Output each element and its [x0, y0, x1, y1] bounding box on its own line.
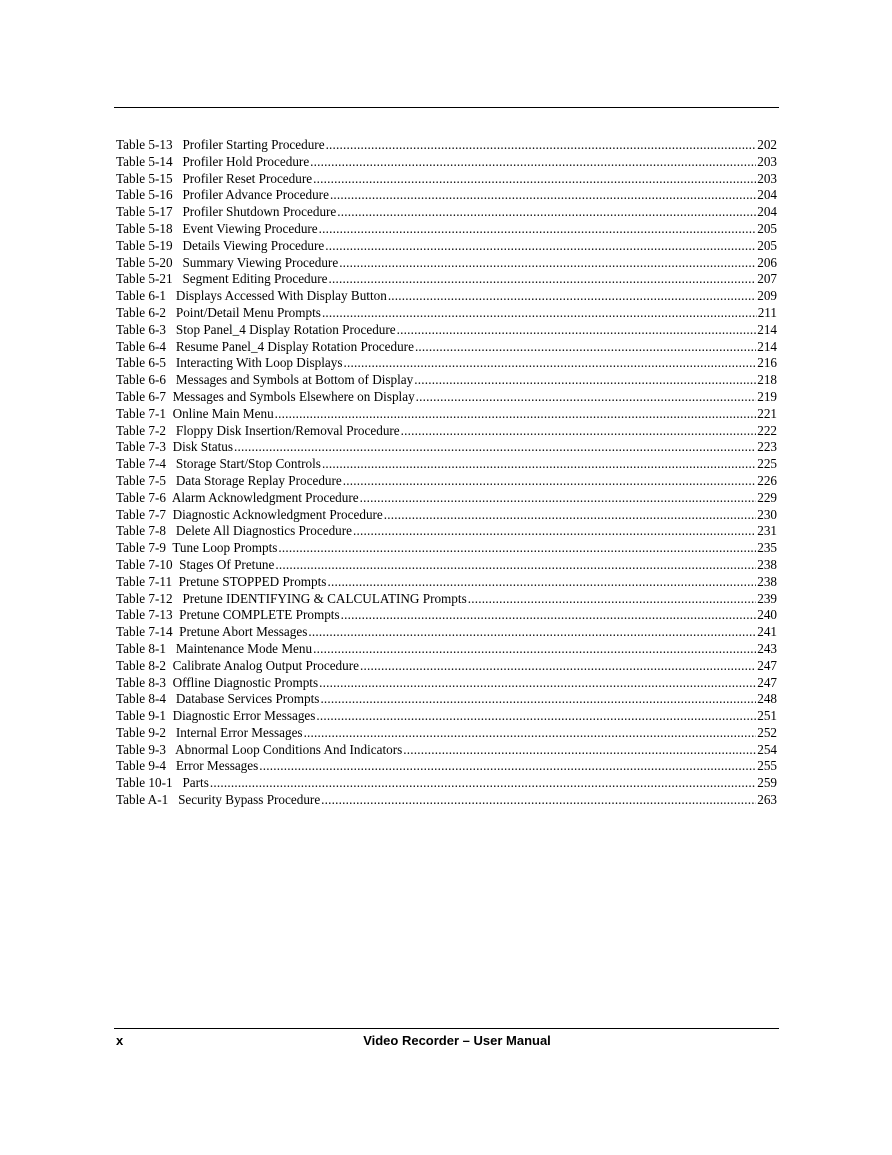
- toc-dot-leader: [360, 658, 756, 675]
- toc-entry[interactable]: [116, 607, 777, 624]
- toc-entry[interactable]: [116, 624, 777, 641]
- toc-entry-page-number: 247: [757, 674, 777, 690]
- toc-dot-leader: [384, 507, 756, 524]
- toc-entry[interactable]: [116, 557, 777, 574]
- toc-entry[interactable]: [116, 154, 777, 171]
- toc-entry-label: Table 5-13 Profiler Starting Procedure: [116, 137, 325, 152]
- toc-dot-leader: [320, 691, 756, 708]
- toc-dot-leader: [415, 339, 756, 356]
- toc-entry-page-number: 222: [757, 422, 777, 438]
- toc-dot-leader: [319, 675, 756, 692]
- toc-entry-label: Table 5-15 Profiler Reset Procedure: [116, 170, 313, 186]
- toc-entry-page-number: 219: [757, 388, 777, 404]
- toc-entry-page-number: 218: [757, 372, 777, 388]
- toc-entry-page-number: 239: [757, 590, 777, 606]
- toc-dot-leader: [308, 624, 756, 641]
- toc-dot-leader: [414, 372, 756, 389]
- toc-entry-page-number: 225: [757, 456, 777, 472]
- toc-entry-label: Table 7-6 Alarm Acknowledgment Procedure: [116, 489, 359, 505]
- toc-entry-page-number: 226: [757, 472, 777, 488]
- toc-entry-label: Table 9-3 Abnormal Loop Conditions And Indicators: [116, 741, 403, 757]
- toc-entry-label: Table 7-9 Tune Loop Prompts: [116, 540, 278, 556]
- toc-entry[interactable]: [116, 204, 777, 221]
- toc-entry[interactable]: [116, 473, 777, 490]
- toc-entry-page-number: 216: [757, 355, 777, 371]
- toc-entry-page-number: 259: [757, 775, 777, 791]
- toc-dot-leader: [278, 540, 756, 557]
- toc-entry-page-number: 203: [757, 170, 777, 186]
- toc-entry[interactable]: [116, 658, 777, 675]
- toc-entry-page-number: 214: [757, 338, 777, 354]
- toc-dot-leader: [337, 204, 756, 221]
- toc-entry-page-number: 202: [757, 137, 777, 152]
- toc-entry-label: Table 5-16 Profiler Advance Procedure: [116, 187, 329, 203]
- toc-entry[interactable]: [116, 775, 777, 792]
- toc-entry[interactable]: [116, 423, 777, 440]
- toc-entry-page-number: 223: [757, 439, 777, 455]
- toc-entry-label: Table 6-6 Messages and Symbols at Bottom of Display: [116, 372, 414, 388]
- toc-dot-leader: [330, 187, 756, 204]
- toc-entry-page-number: 231: [757, 523, 777, 539]
- toc-entry[interactable]: [116, 540, 777, 557]
- toc-dot-leader: [313, 171, 756, 188]
- toc-dot-leader: [275, 557, 756, 574]
- toc-entry-label: Table 7-3 Disk Status: [116, 439, 234, 455]
- toc-entry-label: Table 7-7 Diagnostic Acknowledgment Procedure: [116, 506, 383, 522]
- toc-entry-label: Table 9-1 Diagnostic Error Messages: [116, 708, 316, 724]
- toc-entry[interactable]: [116, 591, 777, 608]
- toc-entry-page-number: 205: [757, 237, 777, 253]
- footer-document-title: Video Recorder – User Manual: [363, 1033, 551, 1048]
- toc-dot-leader: [401, 423, 757, 440]
- toc-entry-label: Table 5-21 Segment Editing Procedure: [116, 271, 328, 287]
- toc-dot-leader: [403, 742, 756, 759]
- toc-entry-label: Table 8-2 Calibrate Analog Output Procedure: [116, 657, 359, 673]
- toc-entry-label: Table A-1 Security Bypass Procedure: [116, 792, 321, 808]
- toc-entry[interactable]: [116, 238, 777, 255]
- toc-entry[interactable]: [116, 641, 777, 658]
- toc-entry-label: Table 7-2 Floppy Disk Insertion/Removal Procedure: [116, 422, 400, 438]
- toc-entry-label: Table 7-1 Online Main Menu: [116, 405, 274, 421]
- toc-entry-page-number: 204: [757, 204, 777, 220]
- toc-entry-page-number: 209: [757, 288, 777, 304]
- toc-entry-label: Table 6-4 Resume Panel_4 Display Rotation Procedure: [116, 338, 414, 354]
- toc-entry-label: Table 8-1 Maintenance Mode Menu: [116, 640, 313, 656]
- toc-entry[interactable]: [116, 288, 777, 305]
- toc-entry-page-number: 205: [757, 220, 777, 236]
- toc-entry[interactable]: [116, 742, 777, 759]
- toc-dot-leader: [397, 322, 757, 339]
- toc-dot-leader: [388, 288, 756, 305]
- toc-entry-label: Table 6-5 Interacting With Loop Displays: [116, 355, 343, 371]
- toc-dot-leader: [275, 406, 757, 423]
- toc-entry-label: Table 5-17 Profiler Shutdown Procedure: [116, 204, 337, 220]
- toc-entry-page-number: 252: [757, 724, 777, 740]
- toc-entry-label: Table 8-3 Offline Diagnostic Prompts: [116, 674, 319, 690]
- toc-entry-label: Table 7-5 Data Storage Replay Procedure: [116, 472, 342, 488]
- toc-entry-page-number: 248: [757, 691, 777, 707]
- toc-dot-leader: [339, 255, 756, 272]
- toc-entry[interactable]: [116, 355, 777, 372]
- list-of-tables: [116, 137, 777, 809]
- toc-dot-leader: [360, 490, 757, 507]
- toc-entry[interactable]: [116, 187, 777, 204]
- toc-entry[interactable]: [116, 675, 777, 692]
- toc-entry-label: Table 7-4 Storage Start/Stop Controls: [116, 456, 321, 472]
- toc-dot-leader: [329, 271, 757, 288]
- toc-entry-page-number: 229: [757, 489, 777, 505]
- toc-entry[interactable]: [116, 523, 777, 540]
- toc-entry[interactable]: [116, 456, 777, 473]
- toc-entry[interactable]: [116, 708, 777, 725]
- toc-entry[interactable]: [116, 406, 777, 423]
- toc-entry-label: Table 5-20 Summary Viewing Procedure: [116, 254, 339, 270]
- toc-entry-label: Table 5-19 Details Viewing Procedure: [116, 237, 325, 253]
- toc-entry[interactable]: [116, 574, 777, 591]
- toc-entry[interactable]: [116, 691, 777, 708]
- toc-entry[interactable]: [116, 171, 777, 188]
- toc-entry-label: Table 7-14 Pretune Abort Messages: [116, 624, 308, 640]
- toc-entry-label: Table 7-8 Delete All Diagnostics Procedure: [116, 523, 353, 539]
- toc-dot-leader: [259, 758, 756, 775]
- toc-entry-label: Table 6-3 Stop Panel_4 Display Rotation Procedure: [116, 321, 396, 337]
- toc-entry-page-number: 255: [757, 758, 777, 774]
- toc-entry-label: Table 7-10 Stages Of Pretune: [116, 556, 275, 572]
- toc-entry-label: Table 6-2 Point/Detail Menu Prompts: [116, 304, 321, 320]
- toc-entry-page-number: 240: [757, 607, 777, 623]
- toc-entry-label: Table 6-1 Displays Accessed With Display Button: [116, 288, 387, 304]
- toc-dot-leader: [316, 708, 756, 725]
- toc-entry-label: Table 9-4 Error Messages: [116, 758, 259, 774]
- toc-entry-page-number: 206: [757, 254, 777, 270]
- toc-dot-leader: [326, 137, 757, 154]
- toc-entry-page-number: 263: [757, 792, 777, 808]
- toc-dot-leader: [322, 305, 757, 322]
- toc-entry[interactable]: [116, 372, 777, 389]
- header-rule: [114, 107, 779, 108]
- toc-entry-page-number: 247: [757, 657, 777, 673]
- toc-entry-label: Table 7-11 Pretune STOPPED Prompts: [116, 573, 327, 589]
- toc-entry-label: Table 9-2 Internal Error Messages: [116, 724, 303, 740]
- toc-entry-page-number: 211: [757, 304, 777, 320]
- toc-dot-leader: [341, 607, 757, 624]
- toc-dot-leader: [313, 641, 756, 658]
- toc-entry[interactable]: [116, 758, 777, 775]
- toc-dot-leader: [304, 725, 757, 742]
- toc-entry-page-number: 238: [757, 573, 777, 589]
- toc-entry[interactable]: [116, 439, 777, 456]
- toc-dot-leader: [319, 221, 757, 238]
- toc-dot-leader: [310, 154, 756, 171]
- toc-dot-leader: [343, 355, 756, 372]
- toc-entry-label: Table 7-13 Pretune COMPLETE Prompts: [116, 607, 340, 623]
- toc-dot-leader: [325, 238, 756, 255]
- toc-entry[interactable]: [116, 507, 777, 524]
- toc-entry-page-number: 254: [757, 741, 777, 757]
- toc-entry[interactable]: [116, 339, 777, 356]
- toc-entry[interactable]: [116, 725, 777, 742]
- toc-dot-leader: [322, 456, 756, 473]
- toc-entry[interactable]: [116, 271, 777, 288]
- toc-dot-leader: [343, 473, 756, 490]
- toc-dot-leader: [327, 574, 756, 591]
- toc-dot-leader: [210, 775, 756, 792]
- toc-entry[interactable]: [116, 221, 777, 238]
- toc-dot-leader: [468, 591, 757, 608]
- toc-entry[interactable]: [116, 792, 777, 809]
- toc-entry-page-number: 230: [757, 506, 777, 522]
- toc-entry-page-number: 243: [757, 640, 777, 656]
- toc-dot-leader: [234, 439, 756, 456]
- toc-entry-label: Table 5-14 Profiler Hold Procedure: [116, 153, 310, 169]
- toc-entry-page-number: 203: [757, 153, 777, 169]
- toc-entry-page-number: 235: [757, 540, 777, 556]
- toc-entry[interactable]: [116, 322, 777, 339]
- toc-dot-leader: [321, 792, 756, 809]
- toc-entry-page-number: 241: [757, 624, 777, 640]
- toc-entry-page-number: 207: [757, 271, 777, 287]
- toc-entry-page-number: 214: [757, 321, 777, 337]
- toc-entry-page-number: 204: [757, 187, 777, 203]
- toc-entry[interactable]: [116, 137, 777, 154]
- toc-entry[interactable]: [116, 305, 777, 322]
- toc-entry[interactable]: [116, 490, 777, 507]
- toc-entry-label: Table 8-4 Database Services Prompts: [116, 691, 320, 707]
- toc-entry-page-number: 251: [757, 708, 777, 724]
- toc-entry-page-number: 238: [757, 556, 777, 572]
- toc-entry-page-number: 221: [757, 405, 777, 421]
- toc-entry-label: Table 7-12 Pretune IDENTIFYING & CALCULATING Prompts: [116, 590, 467, 606]
- toc-entry-label: Table 5-18 Event Viewing Procedure: [116, 220, 318, 236]
- toc-entry[interactable]: [116, 389, 777, 406]
- footer-rule: [114, 1028, 779, 1029]
- footer-page-number: x: [116, 1033, 124, 1048]
- toc-dot-leader: [416, 389, 757, 406]
- toc-entry-label: Table 6-7 Messages and Symbols Elsewhere on Display: [116, 388, 415, 404]
- toc-entry[interactable]: [116, 255, 777, 272]
- toc-entry-label: Table 10-1 Parts: [116, 775, 209, 791]
- toc-dot-leader: [353, 523, 756, 540]
